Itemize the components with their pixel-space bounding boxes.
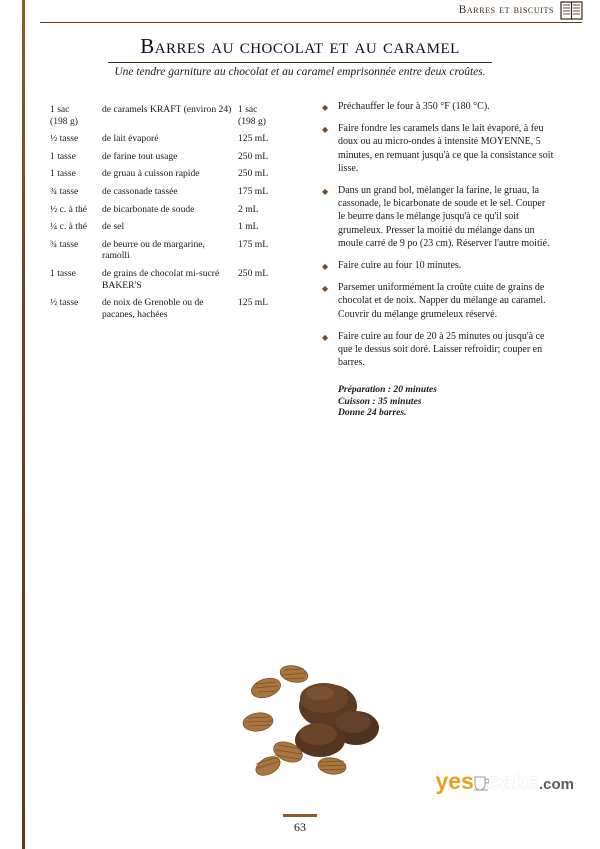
list-item: [322, 122, 554, 175]
diamond-bullet-icon: ◆: [322, 262, 329, 272]
recipe-timing: [338, 384, 558, 419]
ingredient-quantity-line2: (198 g): [50, 115, 78, 127]
section-header-label: Barres et biscuits: [458, 4, 554, 16]
ingredient-metric-line1: 1 sac: [238, 104, 258, 115]
list-item: [50, 221, 306, 233]
ingredient-metric: 125 mL: [238, 297, 269, 309]
ingredient-metric: 250 mL: [238, 150, 269, 162]
ingredient-name: de lait évaporé: [102, 133, 159, 145]
ingredient-metric: 250 mL: [238, 168, 269, 180]
ingredient-quantity: [50, 104, 102, 127]
watermark-cake: cake: [487, 768, 539, 794]
page-number: 63: [294, 820, 306, 834]
ingredient-quantity: 1 tasse: [50, 150, 76, 162]
diamond-bullet-icon: ◆: [322, 284, 329, 294]
watermark-yes: yes: [435, 768, 474, 794]
list-item: [50, 204, 306, 216]
ingredient-name: de caramels KRAFT (environ 24): [102, 104, 232, 115]
recipe-photo: [228, 648, 408, 788]
ingredient-quantity-line1: 1 sac: [50, 104, 70, 115]
site-watermark: [435, 769, 574, 797]
list-item: [322, 100, 554, 113]
ingredient-metric: [238, 104, 296, 127]
ingredient-quantity: ¼ c. à thé: [50, 221, 88, 233]
ingredient-metric-line2: (198 g): [238, 115, 266, 127]
ingredient-quantity: ¾ tasse: [50, 238, 79, 250]
page-title: Barres au chocolat et au caramel: [140, 34, 460, 58]
ingredient-name: de beurre ou de margarine, ramolli: [102, 238, 205, 262]
list-item: [50, 133, 306, 145]
ingredient-quantity: ½ tasse: [50, 133, 79, 145]
yield: Donne 24 barres.: [338, 407, 407, 419]
ingredient-metric: 175 mL: [238, 185, 269, 197]
left-margin-rule: [22, 0, 25, 849]
ingredient-name: de cassonade tassée: [102, 185, 178, 197]
step-text: Préchauffer le four à 350 °F (180 °C).: [338, 101, 490, 112]
list-item: [322, 184, 554, 250]
ingredient-metric: 250 mL: [238, 267, 269, 279]
list-item: [50, 239, 306, 262]
recipe-subtitle: Une tendre garniture au chocolat et au caramel emprisonnée entre deux croûtes.: [114, 66, 486, 78]
ingredient-name: de gruau à cuisson rapide: [102, 168, 200, 180]
ingredient-metric: 2 mL: [238, 203, 259, 215]
header-divider: [40, 22, 582, 23]
list-item: [50, 151, 306, 163]
diamond-bullet-icon: ◆: [322, 103, 329, 112]
ingredients-list: [50, 104, 306, 326]
ingredient-quantity: 1 tasse: [50, 168, 76, 180]
step-text: Parsemer uniformément la croûte cuite de grains de chocolat et de noix. Napper du mélange au caramel. Couvrir du mélange grumeleux réservé.: [338, 282, 546, 320]
list-item: [322, 259, 554, 272]
footer-divider: [283, 814, 317, 817]
ingredient-name: de noix de Grenoble ou de pacanes, hachées: [102, 297, 204, 320]
step-text: Dans un grand bol, mélanger la farine, le gruau, la cassonade, le bicarbonate de soude et le sel. Couper le beurre dans le mélange jusqu'à ce qu'il soit grumeleux. Presser la moitié du mélange dans un moule carré de 9 po (23 cm). Réserver l'autre moitié.: [338, 185, 550, 249]
ingredient-quantity: 1 tasse: [50, 267, 76, 279]
step-text: Faire cuire au four 10 minutes.: [338, 260, 462, 272]
ingredient-quantity: ½ c. à thé: [50, 203, 88, 215]
ingredient-metric: 1 mL: [238, 221, 259, 233]
ingredient-quantity: ¾ tasse: [50, 185, 79, 197]
ingredient-metric: 175 mL: [238, 238, 269, 250]
list-item: [50, 268, 306, 291]
list-item: [322, 330, 554, 370]
diamond-bullet-icon: ◆: [322, 332, 329, 342]
ingredient-name: de sel: [102, 221, 125, 233]
preparation-steps: [322, 100, 554, 378]
ingredient-name: de grains de chocolat mi-sucré BAKER'S: [102, 267, 220, 291]
cook-time: Cuisson : 35 minutes: [338, 395, 422, 407]
list-item: [322, 281, 554, 321]
prep-time: Préparation : 20 minutes: [338, 384, 437, 395]
step-text: Faire cuire au four de 20 à 25 minutes ou jusqu'à ce que le dessus soit doré. Laisser refroidir; couper en barres.: [338, 330, 545, 369]
list-item: [50, 186, 306, 198]
list-item: [50, 168, 306, 180]
title-divider: [108, 62, 492, 63]
ingredient-metric: 125 mL: [238, 133, 269, 145]
book-icon: [560, 0, 584, 22]
list-item: [50, 297, 306, 320]
ingredient-name: de farine tout usage: [102, 150, 178, 162]
diamond-bullet-icon: ◆: [322, 125, 329, 135]
ingredient-quantity: ½ tasse: [50, 297, 79, 309]
list-item: [50, 104, 306, 127]
ingredient-name: de bicarbonate de soude: [102, 203, 195, 215]
step-text: Faire fondre les caramels dans le lait évaporé, à feu doux ou au micro-ondes à intensité MOYENNE, 5 minutes, en remuant jusqu'à ce que la consistance soit lisse.: [338, 123, 554, 174]
diamond-bullet-icon: ◆: [322, 187, 329, 197]
cup-icon: [473, 772, 489, 790]
watermark-com: .com: [538, 776, 574, 793]
